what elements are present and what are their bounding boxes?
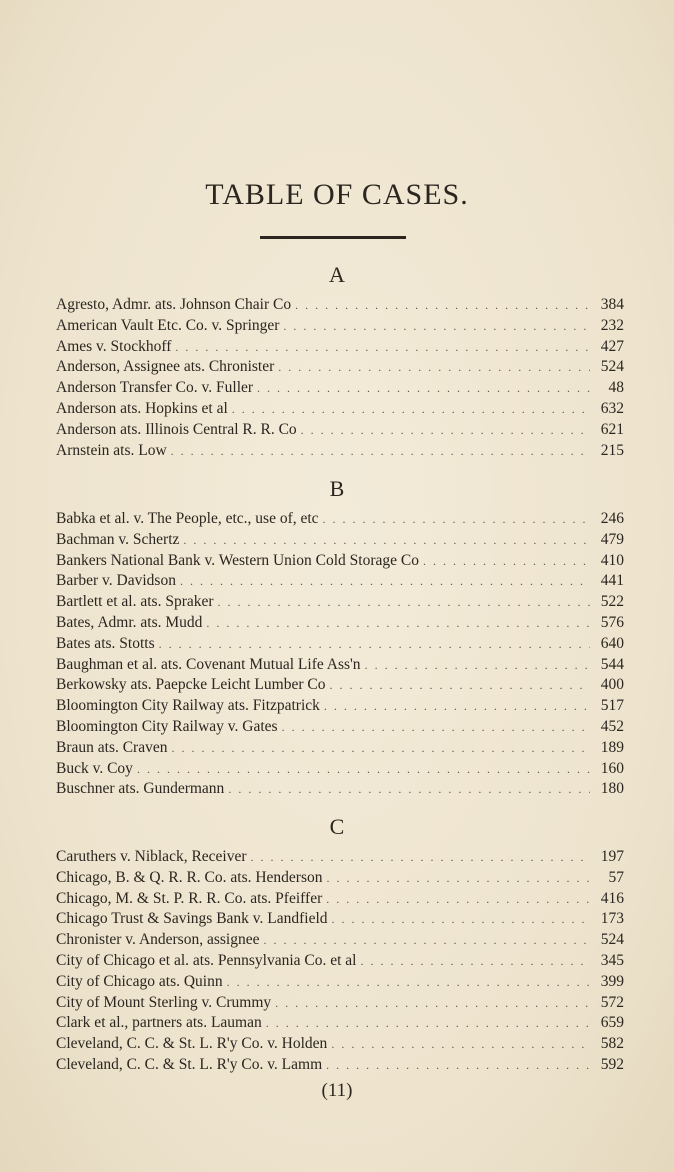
case-entry — [56, 296, 624, 317]
dot-leader — [327, 871, 591, 886]
case-page-number: 441 — [600, 572, 624, 590]
case-name: Agresto, Admr. ats. Johnson Chair Co — [56, 296, 292, 313]
case-name: Arnstein ats. Low — [56, 441, 167, 459]
dot-leader — [183, 533, 590, 548]
dot-leader — [329, 678, 590, 693]
case-entry — [56, 552, 624, 573]
case-name: Bartlett et al. ats. Spraker — [56, 593, 214, 611]
case-page-number: 621 — [600, 420, 624, 438]
case-name: Anderson ats. Illinois Central R. R. Co — [56, 420, 297, 438]
case-page-number: 544 — [600, 655, 624, 673]
case-name: City of Chicago et al. ats. Pennsylvania Co. et al — [56, 951, 357, 969]
section-letter-a: A — [329, 262, 345, 287]
case-page-number: 416 — [600, 889, 624, 907]
case-page-number: 517 — [600, 697, 624, 715]
case-page-number: 180 — [600, 780, 624, 798]
case-page-number: 522 — [600, 593, 624, 611]
dot-leader — [360, 954, 590, 969]
dot-leader — [331, 1037, 590, 1052]
section-a-entries — [56, 296, 624, 462]
case-entry — [56, 338, 624, 359]
dot-leader — [326, 892, 590, 907]
case-page-number: 524 — [600, 931, 624, 949]
dot-leader — [206, 616, 590, 631]
case-entry — [56, 890, 624, 911]
dot-leader — [332, 912, 590, 927]
page-folio: (11) — [321, 1080, 353, 1101]
case-page-number: 632 — [600, 399, 624, 417]
dot-leader — [301, 423, 590, 438]
case-name: Bates, Admr. ats. Mudd — [56, 613, 203, 631]
dot-leader — [423, 554, 590, 569]
case-page-number: 215 — [600, 441, 624, 459]
case-page-number: 427 — [600, 337, 624, 355]
case-entry — [56, 442, 624, 463]
case-name: Buschner ats. Gundermann — [56, 780, 225, 798]
case-page-number: 57 — [608, 868, 624, 886]
page-title: TABLE OF CASES. — [205, 178, 469, 211]
case-entry — [56, 739, 624, 760]
case-name: American Vault Etc. Co. v. Springer — [56, 316, 280, 334]
case-entry — [56, 1056, 624, 1077]
case-name: Anderson ats. Hopkins et al — [56, 399, 228, 417]
case-page-number: 410 — [600, 551, 624, 569]
case-name: City of Mount Sterling v. Crummy — [56, 993, 272, 1011]
case-name: Baughman et al. ats. Covenant Mutual Life Ass'n — [56, 655, 361, 673]
case-page-number: 189 — [600, 738, 624, 756]
case-entry — [56, 421, 624, 442]
case-name: Buck v. Coy — [56, 759, 133, 777]
dot-leader — [365, 658, 590, 673]
case-page-number: 576 — [600, 613, 624, 631]
case-entry — [56, 656, 624, 677]
case-entry — [56, 718, 624, 739]
dot-leader — [171, 741, 590, 756]
case-page-number: 572 — [600, 993, 624, 1011]
case-page-number: 399 — [600, 972, 624, 990]
case-page-number: 592 — [600, 1055, 624, 1073]
case-entry — [56, 994, 624, 1015]
dot-leader — [323, 512, 590, 527]
case-name: Bloomington City Railway ats. Fitzpatrick — [56, 697, 320, 715]
case-name: Chicago, B. & Q. R. R. Co. ats. Henderson — [56, 868, 323, 886]
case-name: Anderson Transfer Co. v. Fuller — [56, 379, 254, 397]
case-entry — [56, 952, 624, 973]
dot-leader — [257, 381, 590, 396]
case-entry — [56, 676, 624, 697]
dot-leader — [324, 699, 590, 714]
dot-leader — [227, 975, 590, 990]
case-entry — [56, 510, 624, 531]
case-page-number: 479 — [600, 530, 624, 548]
case-entry — [56, 593, 624, 614]
dot-leader — [251, 850, 590, 865]
section-letter-b: B — [329, 476, 345, 501]
case-entry — [56, 910, 624, 931]
dot-leader — [266, 1016, 590, 1031]
dot-leader — [175, 340, 590, 355]
dot-leader — [232, 402, 590, 417]
case-entry — [56, 317, 624, 338]
section-letter-c: C — [329, 814, 345, 839]
case-name: Bachman v. Schertz — [56, 530, 180, 548]
case-entry — [56, 358, 624, 379]
case-name: Bates ats. Stotts — [56, 634, 155, 652]
case-name: Chronister v. Anderson, assignee — [56, 931, 260, 949]
case-page-number: 173 — [600, 910, 624, 928]
case-name: Ames v. Stockhoff — [56, 337, 172, 355]
case-name: Barber v. Davidson — [56, 572, 176, 590]
case-name: Bankers National Bank v. Western Union Cold Storage Co — [56, 551, 419, 569]
case-entry — [56, 1014, 624, 1035]
case-page-number: 160 — [600, 759, 624, 777]
case-page-number: 640 — [600, 634, 624, 652]
case-name: Chicago, M. & St. P. R. R. Co. ats. Pfeiffer — [56, 889, 323, 907]
case-page-number: 232 — [600, 316, 624, 334]
case-entry — [56, 869, 624, 890]
case-page-number: 400 — [600, 676, 624, 694]
case-page-number: 345 — [600, 951, 624, 969]
case-entry — [56, 973, 624, 994]
dot-leader — [278, 360, 590, 375]
case-entry — [56, 780, 624, 801]
case-page-number: 246 — [600, 510, 624, 527]
case-entry — [56, 572, 624, 593]
case-entry — [56, 400, 624, 421]
dot-leader — [283, 319, 590, 334]
dot-leader — [263, 933, 590, 948]
case-page-number: 452 — [600, 717, 624, 735]
case-entry — [56, 848, 624, 869]
dot-leader — [218, 595, 590, 610]
case-name: Anderson, Assignee ats. Chronister — [56, 358, 275, 376]
dot-leader — [326, 1058, 590, 1073]
dot-leader — [137, 762, 590, 777]
case-entry — [56, 379, 624, 400]
case-page-number: 582 — [600, 1035, 624, 1053]
case-name: Bloomington City Railway v. Gates — [56, 717, 278, 735]
case-page-number: 197 — [600, 848, 624, 865]
case-name: Chicago Trust & Savings Bank v. Landfield — [56, 910, 328, 928]
case-entry — [56, 697, 624, 718]
case-entry — [56, 1035, 624, 1056]
case-name: Babka et al. v. The People, etc., use of, etc — [56, 510, 319, 527]
dot-leader — [159, 637, 590, 652]
case-page-number: 524 — [600, 358, 624, 376]
dot-leader — [295, 298, 590, 313]
case-entry — [56, 931, 624, 952]
section-b-entries — [56, 510, 624, 801]
dot-leader — [180, 574, 590, 589]
case-name: Cleveland, C. C. & St. L. R'y Co. v. Lamm — [56, 1055, 323, 1073]
section-c-entries — [56, 848, 624, 1077]
case-name: Berkowsky ats. Paepcke Leicht Lumber Co — [56, 676, 326, 694]
case-page-number: 384 — [600, 296, 624, 313]
case-name: Clark et al., partners ats. Lauman — [56, 1014, 262, 1032]
dot-leader — [228, 782, 590, 797]
case-entry — [56, 635, 624, 656]
case-name: City of Chicago ats. Quinn — [56, 972, 223, 990]
case-name: Caruthers v. Niblack, Receiver — [56, 848, 247, 865]
dot-leader — [171, 444, 590, 459]
case-name: Braun ats. Craven — [56, 738, 168, 756]
case-entry — [56, 614, 624, 635]
case-page-number: 659 — [600, 1014, 624, 1032]
case-page-number: 48 — [608, 379, 624, 397]
dot-leader — [282, 720, 590, 735]
dot-leader — [275, 996, 590, 1011]
case-entry — [56, 531, 624, 552]
title-rule — [260, 236, 406, 239]
case-name: Cleveland, C. C. & St. L. R'y Co. v. Holden — [56, 1035, 328, 1053]
case-entry — [56, 760, 624, 781]
